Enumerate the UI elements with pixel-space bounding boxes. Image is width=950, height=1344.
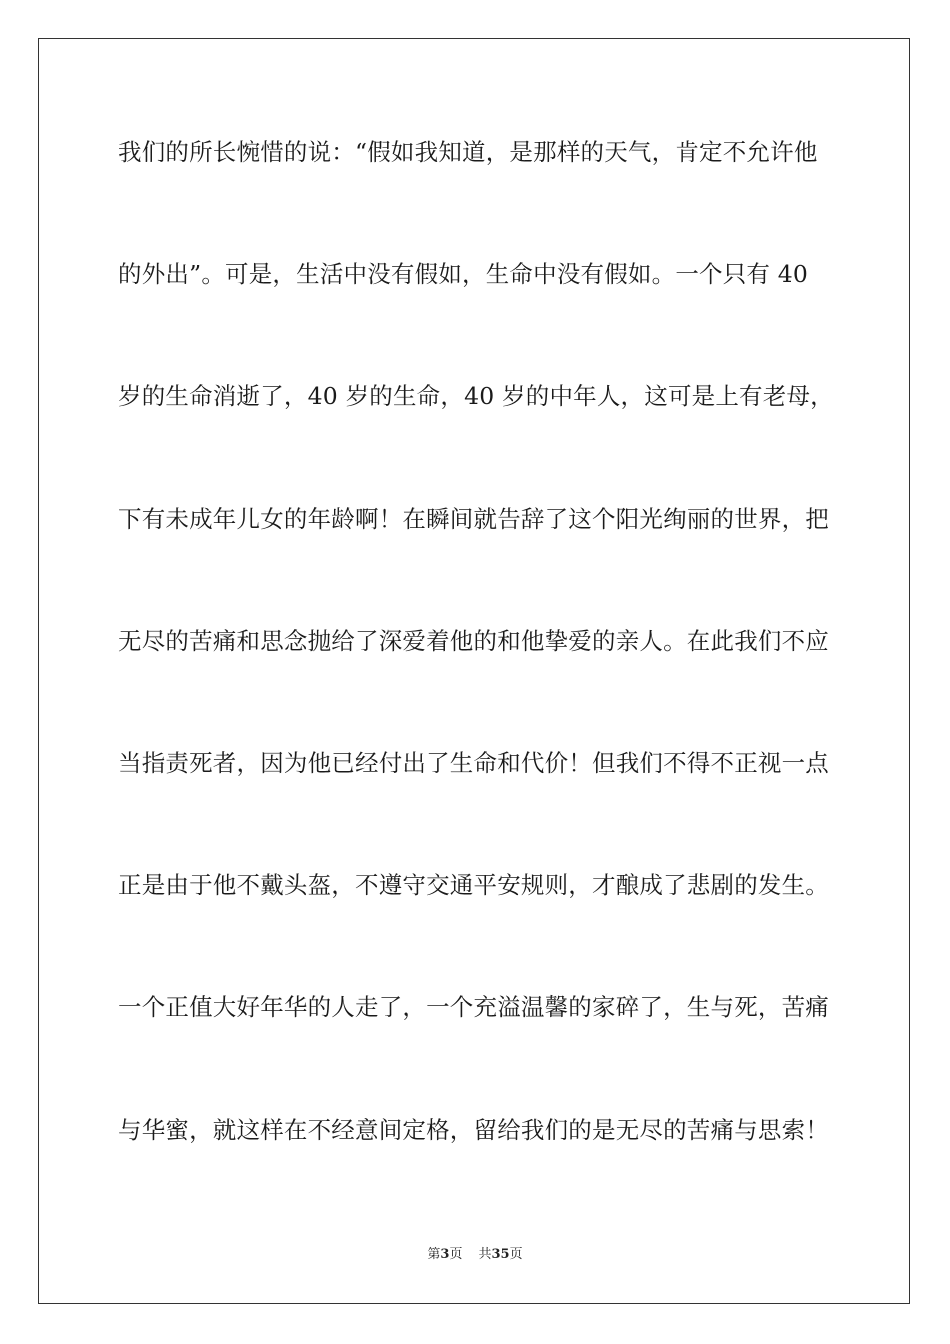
text-line-2: 的外出”。可是，生活中没有假如，生命中没有假如。一个只有 40 [118,260,809,289]
document-body [118,118,838,1218]
total-suffix: 页 [509,1247,523,1262]
text-line-4: 下有未成年儿女的年龄啊！在瞬间就告辞了这个阳光绚丽的世界，把 [118,504,829,533]
page-number: 3 [440,1247,450,1262]
text-line-9: 与华蜜，就这样在不经意间定格，留给我们的是无尽的苦痛与思索！ [118,1115,829,1144]
page-prefix: 第 [427,1247,441,1262]
text-line-1: 我们的所长惋惜的说：“假如我知道，是那样的天气，肯定不允许他 [118,138,818,166]
text-line-5: 无尽的苦痛和思念抛给了深爱着他的和他挚爱的亲人。在此我们不应 [118,626,829,655]
text-line-3: 岁的生命消逝了，40 岁的生命，40 岁的中年人，这可是上有老母， [118,382,834,411]
page-suffix: 页 [449,1247,463,1262]
page-footer [0,1243,950,1262]
text-line-7: 正是由于他不戴头盔，不遵守交通平安规则，才酿成了悲剧的发生。 [118,871,829,900]
total-pages: 35 [491,1247,510,1262]
total-prefix: 共 [478,1247,492,1262]
text-line-8: 一个正值大好年华的人走了，一个充溢温馨的家碎了，生与死，苦痛 [118,993,829,1022]
text-line-6: 当指责死者，因为他已经付出了生命和代价！但我们不得不正视一点 [118,748,829,777]
